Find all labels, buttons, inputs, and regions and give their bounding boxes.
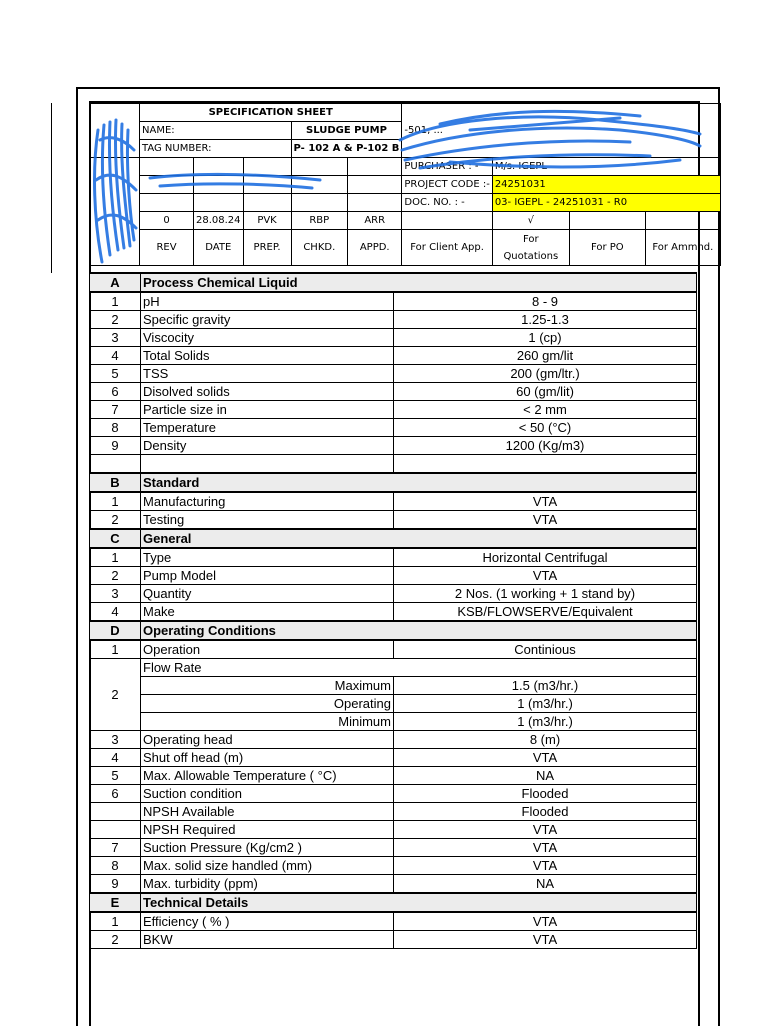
section-header [90, 621, 697, 640]
table-row [90, 511, 697, 530]
client-address-text: -501, ... [404, 125, 443, 136]
row-parameter: Type [141, 548, 394, 567]
blank-cell [90, 455, 141, 474]
section-title: Operating Conditions [141, 621, 697, 640]
section-header [90, 893, 697, 912]
table-row [90, 749, 697, 767]
tag-value: P- 102 A & P-102 B [291, 140, 402, 158]
row-value: 1 (cp) [394, 329, 697, 347]
flow-sub-label: Maximum [141, 677, 394, 695]
flow-sub-row [90, 695, 697, 713]
row-value: 2 Nos. (1 working + 1 stand by) [394, 585, 697, 603]
table-row [90, 731, 697, 749]
table-row [90, 347, 697, 365]
col-date: DATE [194, 230, 244, 266]
project-code-value: 24251031 [492, 176, 720, 194]
date-value: 28.08.24 [194, 212, 244, 230]
row-value: 8 - 9 [394, 292, 697, 311]
flow-sub-value: 1 (m3/hr.) [394, 695, 697, 713]
row-number: 9 [90, 437, 141, 455]
row-parameter: Manufacturing [141, 492, 394, 511]
row-value: Flooded [394, 785, 697, 803]
table-row [90, 292, 697, 311]
logo-area-lower [90, 158, 140, 266]
table-row [90, 567, 697, 585]
row-number: 4 [90, 603, 141, 622]
purpose-ammnd: For Ammnd. [645, 230, 720, 266]
chkd-value: RBP [291, 212, 348, 230]
row-value: VTA [394, 821, 697, 839]
row-parameter: NPSH Required [141, 821, 394, 839]
margin-line [51, 103, 52, 273]
row-parameter: Specific gravity [141, 311, 394, 329]
client-address [402, 104, 720, 158]
row-value: NA [394, 767, 697, 785]
row-number: 3 [90, 731, 141, 749]
table-row [90, 821, 697, 839]
row-parameter: Testing [141, 511, 394, 530]
purpose-client-app: For Client App. [402, 230, 492, 266]
row-value: 1.25-1.3 [394, 311, 697, 329]
row-number: 1 [90, 912, 141, 931]
header-table [89, 103, 721, 266]
row-number: 9 [90, 875, 141, 894]
flow-rate-row [90, 659, 697, 677]
row-value: VTA [394, 857, 697, 875]
row-value: 60 (gm/lit) [394, 383, 697, 401]
table-row [90, 640, 697, 659]
row-parameter: Max. turbidity (ppm) [141, 875, 394, 894]
row-number: 4 [90, 347, 141, 365]
flow-sub-label: Minimum [141, 713, 394, 731]
section-letter: C [90, 529, 141, 548]
rev-value: 0 [140, 212, 194, 230]
table-row [90, 839, 697, 857]
col-prep: PREP. [243, 230, 291, 266]
table-row [90, 437, 697, 455]
row-parameter: Disolved solids [141, 383, 394, 401]
row-number: 3 [90, 329, 141, 347]
section-letter: B [90, 473, 141, 492]
doc-no-label: DOC. NO. : - [402, 194, 492, 212]
flow-sub-label: Operating [141, 695, 394, 713]
row-number: 6 [90, 785, 141, 803]
purchaser-label: PURCHASER : - [402, 158, 492, 176]
blank-cell [141, 455, 394, 474]
row-parameter: Make [141, 603, 394, 622]
row-value: < 50 (°C) [394, 419, 697, 437]
row-parameter: pH [141, 292, 394, 311]
section-header [90, 529, 697, 548]
row-value: Horizontal Centrifugal [394, 548, 697, 567]
prep-value: PVK [243, 212, 291, 230]
row-value: KSB/FLOWSERVE/Equivalent [394, 603, 697, 622]
table-row [90, 767, 697, 785]
sheet-title: SPECIFICATION SHEET [140, 104, 402, 122]
row-parameter: Suction Pressure (Kg/cm2 ) [141, 839, 394, 857]
row-value: Flooded [394, 803, 697, 821]
row-number: 8 [90, 857, 141, 875]
flow-sub-value: 1 (m3/hr.) [394, 713, 697, 731]
col-rev: REV [140, 230, 194, 266]
row-parameter: NPSH Available [141, 803, 394, 821]
table-row [90, 365, 697, 383]
appd-value: ARR [348, 212, 402, 230]
row-parameter: Density [141, 437, 394, 455]
row-value: 8 (m) [394, 731, 697, 749]
section-header [90, 273, 697, 292]
table-row [90, 875, 697, 894]
row-value: Continious [394, 640, 697, 659]
row-parameter: TSS [141, 365, 394, 383]
flow-sub-row [90, 713, 697, 731]
row-parameter: Operation [141, 640, 394, 659]
row-value: VTA [394, 931, 697, 949]
table-row [90, 548, 697, 567]
section-title: General [141, 529, 697, 548]
row-number: 6 [90, 383, 141, 401]
project-code-label: PROJECT CODE :- [402, 176, 492, 194]
col-chkd: CHKD. [291, 230, 348, 266]
row-parameter: Temperature [141, 419, 394, 437]
section-letter: E [90, 893, 141, 912]
table-row [90, 912, 697, 931]
logo-area [90, 104, 140, 158]
row-parameter: BKW [141, 931, 394, 949]
row-parameter: Shut off head (m) [141, 749, 394, 767]
row-number: 5 [90, 365, 141, 383]
row-number: 4 [90, 749, 141, 767]
row-number: 8 [90, 419, 141, 437]
check-mark: √ [492, 212, 569, 230]
row-number: 5 [90, 767, 141, 785]
section-letter: D [90, 621, 141, 640]
row-value: VTA [394, 511, 697, 530]
row-value: NA [394, 875, 697, 894]
row-parameter: Max. Allowable Temperature ( °C) [141, 767, 394, 785]
row-number: 2 [90, 511, 141, 530]
row-parameter: Max. solid size handled (mm) [141, 857, 394, 875]
row-parameter: Suction condition [141, 785, 394, 803]
section-letter: A [90, 273, 141, 292]
table-row [90, 931, 697, 949]
flow-sub-row [90, 677, 697, 695]
row-parameter: Quantity [141, 585, 394, 603]
col-appd: APPD. [348, 230, 402, 266]
row-number: 7 [90, 839, 141, 857]
row-parameter: Efficiency ( % ) [141, 912, 394, 931]
row-value: VTA [394, 839, 697, 857]
blank-row [90, 455, 697, 474]
row-value: VTA [394, 567, 697, 585]
table-row [90, 329, 697, 347]
table-row [90, 419, 697, 437]
table-row [90, 383, 697, 401]
table-row [90, 492, 697, 511]
row-number: 2 [90, 311, 141, 329]
row-parameter: Flow Rate [141, 659, 697, 677]
row-value: < 2 mm [394, 401, 697, 419]
row-value: VTA [394, 749, 697, 767]
table-row [90, 803, 697, 821]
row-number: 1 [90, 548, 141, 567]
blank-cell [394, 455, 697, 474]
flow-sub-value: 1.5 (m3/hr.) [394, 677, 697, 695]
row-parameter: Viscocity [141, 329, 394, 347]
section-title: Process Chemical Liquid [141, 273, 697, 292]
row-parameter: Pump Model [141, 567, 394, 585]
table-row [90, 311, 697, 329]
row-value: 260 gm/lit [394, 347, 697, 365]
section-header [90, 473, 697, 492]
row-parameter: Total Solids [141, 347, 394, 365]
row-value: VTA [394, 912, 697, 931]
row-number: 1 [90, 492, 141, 511]
row-number: 1 [90, 292, 141, 311]
row-number: 2 [90, 659, 141, 731]
name-value: SLUDGE PUMP [291, 122, 402, 140]
row-parameter: Operating head [141, 731, 394, 749]
row-number: 1 [90, 640, 141, 659]
row-number: 3 [90, 585, 141, 603]
row-value: 200 (gm/ltr.) [394, 365, 697, 383]
section-title: Standard [141, 473, 697, 492]
table-row [90, 603, 697, 622]
section-title: Technical Details [141, 893, 697, 912]
table-row [90, 585, 697, 603]
row-number [90, 803, 141, 821]
purchaser-value: M/s. IGEPL [492, 158, 720, 176]
row-value: 1200 (Kg/m3) [394, 437, 697, 455]
row-number: 2 [90, 567, 141, 585]
row-number [90, 821, 141, 839]
row-parameter: Particle size in [141, 401, 394, 419]
tag-label: TAG NUMBER: [140, 140, 292, 158]
row-number: 7 [90, 401, 141, 419]
doc-no-value: 03- IGEPL - 24251031 - R0 [492, 194, 720, 212]
table-row [90, 857, 697, 875]
purpose-po: For PO [569, 230, 645, 266]
row-number: 2 [90, 931, 141, 949]
spec-table [89, 272, 697, 949]
name-label: NAME: [140, 122, 292, 140]
row-value: VTA [394, 492, 697, 511]
table-row [90, 401, 697, 419]
purpose-quotations: For Quotations [492, 230, 569, 266]
table-row [90, 785, 697, 803]
